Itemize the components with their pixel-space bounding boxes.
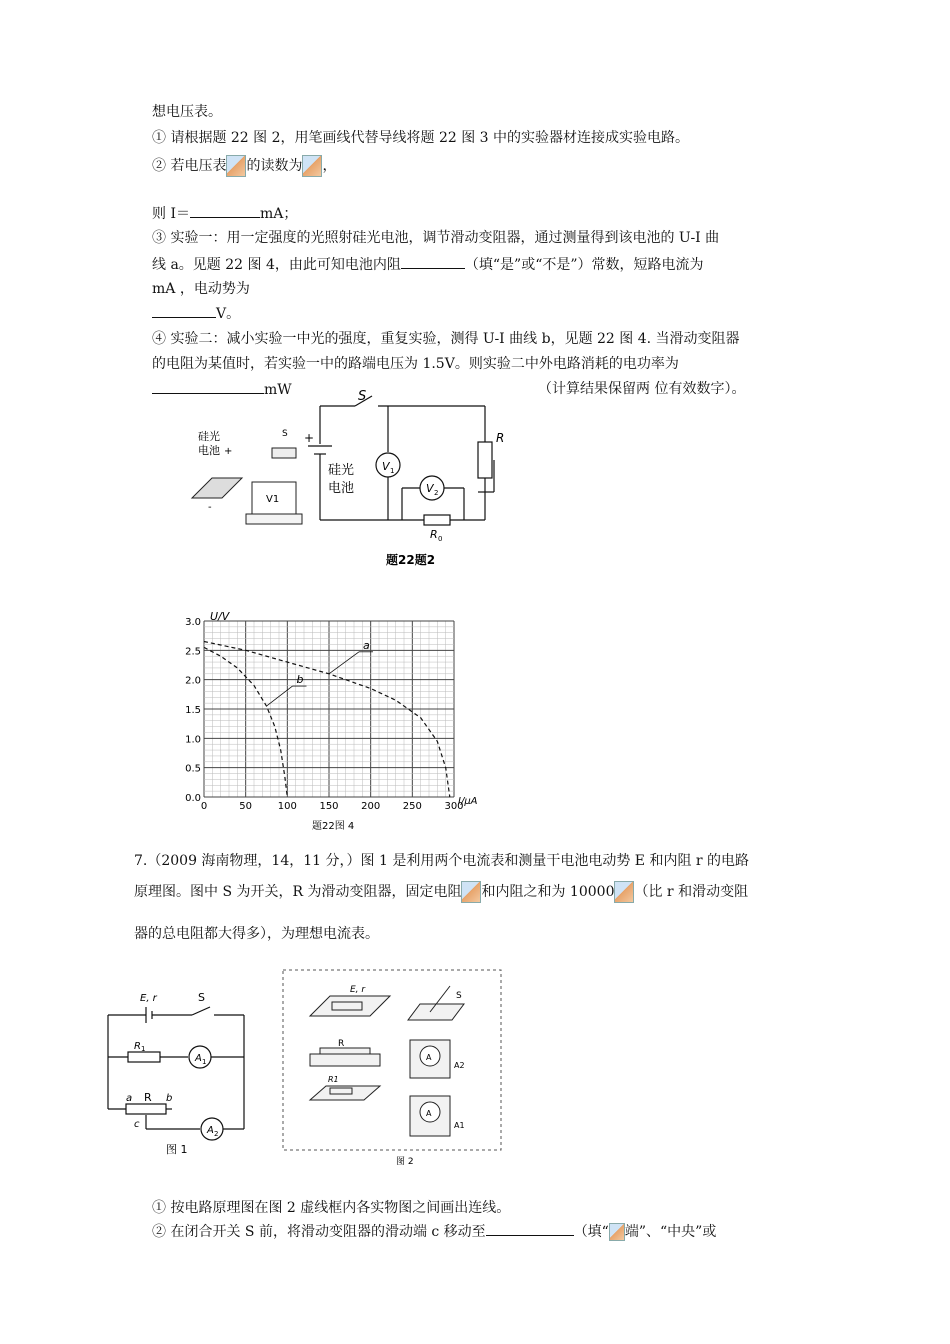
y-tick-label: 2.5 <box>185 646 201 658</box>
text: mA ，电动势为 <box>152 281 250 297</box>
text-line <box>152 254 704 275</box>
text: （填“是”或“不是”）常数，短路电流为 <box>464 257 704 273</box>
answer-blank <box>401 254 465 269</box>
terminal-b-label: b <box>166 1093 173 1104</box>
text-line <box>152 228 719 248</box>
label: - <box>208 502 212 513</box>
voltmeter-base <box>246 514 302 524</box>
series-label-a: a <box>363 638 370 652</box>
text: 7.（2009 海南物理，14，11 分，）图 1 是利用两个电流表和测量干电池电动势 E 和内阻 r 的电路 <box>134 853 750 869</box>
text: 原理图。图中 S 为开关，R 为滑动变阻器，固定电阻 <box>134 884 462 900</box>
x-tick-label: 200 <box>361 801 381 812</box>
text: 的读数为 <box>246 158 303 174</box>
ammeter-a2-label: A2 <box>454 1061 465 1070</box>
text: 则 I＝ <box>152 206 190 222</box>
text-line <box>152 102 222 122</box>
y-tick-label: 0.5 <box>185 763 201 775</box>
y-tick-label: 1.0 <box>185 734 201 746</box>
switch-label: S <box>198 991 205 1004</box>
figure-caption: 图 1 <box>166 1143 188 1155</box>
text: 线 a。见题 22 图 4，由此可知电池内阻 <box>152 257 401 273</box>
cell-label: 硅光 <box>328 463 355 478</box>
y-tick-label: 3.0 <box>185 617 201 628</box>
answer-blank <box>190 203 260 218</box>
text: ① 按电路原理图在图 2 虚线框内各实物图之间画出连线。 <box>152 1200 511 1216</box>
text-line <box>152 379 292 400</box>
cell-label: 电池 <box>328 481 355 496</box>
text: 的电阻为某值时，若实验一中的路端电压为 1.5V。则实验二中外电路消耗的电功率为 <box>152 356 679 372</box>
text-line <box>152 279 250 299</box>
text: V。 <box>216 306 241 322</box>
figure-2-apparatus <box>280 968 505 1168</box>
figure-caption: 题22图 4 <box>312 821 355 832</box>
plus-label: + <box>304 431 315 445</box>
text: ① 请根据题 22 图 2，用笔画线代替导线将题 22 图 3 中的实验器材连接成实验电路。 <box>152 130 690 146</box>
x-tick-label: 0 <box>200 801 208 812</box>
battery-label: E, r <box>350 985 366 995</box>
missing-image-icon <box>226 155 246 177</box>
text-line <box>152 329 740 349</box>
terminal-a-label: a <box>126 1093 133 1104</box>
ammeter-a2-symbol: A <box>426 1053 432 1062</box>
rheostat-label: R <box>496 431 505 445</box>
text: 端”、“中央”或 <box>624 1224 717 1240</box>
text-line <box>134 881 748 903</box>
label: 硅光 <box>198 430 220 443</box>
terminal-c-label: c <box>134 1119 140 1130</box>
label: 2 <box>434 489 439 497</box>
label: S <box>282 429 288 439</box>
label: 1 <box>141 1045 146 1053</box>
ammeter-a1-symbol: A <box>426 1109 432 1118</box>
y-tick-label: 0.0 <box>185 793 201 804</box>
ammeter-a2-label: A <box>207 1125 214 1136</box>
missing-image-icon <box>609 1223 625 1241</box>
text: ② 在闭合开关 S 前，将滑动变阻器的滑动端 c 移动至 <box>152 1224 486 1240</box>
text-line <box>152 354 679 374</box>
text: 和内阻之和为 10000 <box>481 884 615 900</box>
label: 2 <box>214 1130 219 1138</box>
x-tick-label: 250 <box>402 801 422 812</box>
label: 电池 <box>198 444 220 457</box>
text: ③ 实验一：用一定强度的光照射硅光电池，调节滑动变阻器，通过测量得到该电池的 U-I 曲 <box>152 230 720 246</box>
label: 0 <box>438 535 443 543</box>
label: + <box>224 446 233 457</box>
text-line <box>152 155 336 177</box>
series-label-b: b <box>296 673 304 687</box>
switch-shape <box>272 448 296 458</box>
text-line <box>152 1198 510 1218</box>
text: ② 若电压表 <box>152 158 227 174</box>
text: mW <box>264 382 292 398</box>
solar-cell-shape <box>192 478 242 498</box>
resistor-label: R1 <box>328 1075 339 1084</box>
x-tick-label: 100 <box>277 801 297 812</box>
text-line <box>152 1221 716 1242</box>
ui-curve-chart <box>180 605 520 835</box>
figure-caption: 图 2 <box>396 1157 414 1167</box>
rheostat-label: R <box>144 1091 152 1104</box>
voltmeter-v1-label: V <box>382 460 390 473</box>
ammeter-a1-label: A1 <box>454 1121 465 1130</box>
text: 器的总电阻都大得多），为理想电流表。 <box>134 926 379 942</box>
circuit-diagram-22 <box>300 388 510 572</box>
voltmeter-v2-label: V <box>426 482 434 495</box>
x-tick-label: 300 <box>444 801 464 812</box>
text: （计算结果保留两 位有效数字）。 <box>538 381 746 397</box>
missing-image-icon <box>302 155 322 177</box>
answer-blank <box>486 1221 574 1236</box>
label: 1 <box>202 1058 207 1066</box>
figure-caption: 题22题2 <box>386 553 436 567</box>
missing-image-icon <box>461 881 481 903</box>
text: （比 r 和滑动变阻 <box>634 884 749 900</box>
text: 想电压表。 <box>152 104 222 120</box>
text: ④ 实验二：减小实验一中光的强度，重复实验，测得 U-I 曲线 b，见题 22 图 4. 当滑动变阻器 <box>152 331 740 347</box>
text: （填“ <box>573 1224 609 1240</box>
figure-1-circuit <box>100 985 260 1155</box>
rheostat-label: R <box>338 1039 345 1049</box>
resistor-label: R <box>430 528 438 541</box>
answer-blank <box>152 379 264 394</box>
x-axis-label: I/μA <box>458 796 478 807</box>
label: V1 <box>266 494 280 505</box>
switch-label: S <box>456 991 462 1001</box>
label: 1 <box>390 467 395 475</box>
answer-blank <box>152 303 216 318</box>
text-line <box>134 924 379 944</box>
series-leader <box>329 652 359 674</box>
ammeter-a1-label: A <box>195 1053 202 1064</box>
text-line <box>538 379 745 399</box>
battery-label: E, r <box>140 993 157 1004</box>
text-line <box>152 203 297 224</box>
text-line <box>134 851 749 871</box>
x-tick-label: 150 <box>319 801 339 812</box>
y-axis-label: U/V <box>210 610 230 623</box>
text: mA； <box>259 206 298 222</box>
resistor-label: R <box>134 1041 141 1052</box>
text-line <box>152 303 240 324</box>
text: ， <box>322 158 337 174</box>
y-tick-label: 2.0 <box>185 675 201 687</box>
switch-label: S <box>358 389 367 404</box>
missing-image-icon <box>614 881 634 903</box>
y-tick-label: 1.5 <box>185 705 201 716</box>
apparatus-figure <box>190 420 310 530</box>
text-line <box>152 128 689 148</box>
x-tick-label: 50 <box>239 801 253 812</box>
